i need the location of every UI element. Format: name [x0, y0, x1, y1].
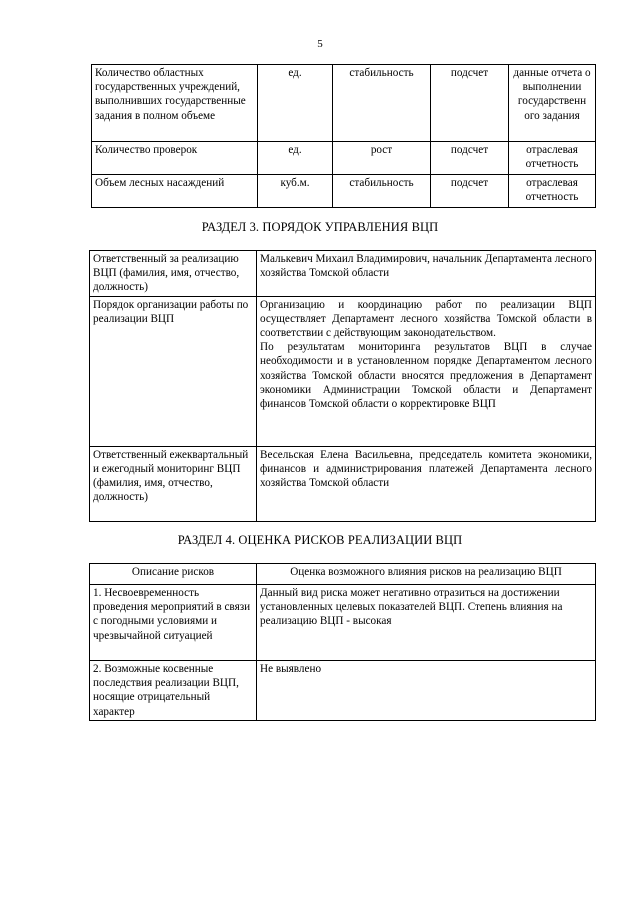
indicator-name-cell: Объем лесных насаждений	[92, 175, 258, 208]
table-header-row	[90, 564, 596, 585]
column-header: Описание рисков	[90, 564, 257, 585]
table-row	[90, 296, 596, 446]
row-value	[257, 446, 596, 521]
section-4-title: РАЗДЕЛ 4. ОЦЕНКА РИСКОВ РЕАЛИЗАЦИИ ВЦП	[177, 533, 463, 547]
table-row	[92, 65, 596, 142]
value-paragraph: Малькевич Михаил Владимирович, начальник Департамента лесного хозяйства Томской области	[260, 253, 592, 280]
table-row	[90, 661, 596, 721]
value-paragraph: По результатам мониторинга результатов ВЦП в случае необходимости и в установленном порядке Департаментом лесного хозяйства Томской области вносятся предложения в Департамент экономики Администрации Томской области и Департамент финансов Томской области о корректировке ВЦП	[260, 341, 592, 411]
unit-cell: ед.	[258, 142, 333, 175]
method-cell: подсчет	[431, 65, 509, 142]
method-cell: подсчет	[431, 175, 509, 208]
risks-table	[89, 563, 596, 721]
trend-cell: стабильность	[333, 65, 431, 142]
unit-cell: куб.м.	[258, 175, 333, 208]
value-paragraph: Организацию и координацию работ по реализации ВЦП осуществляет Департамент лесного хозяйства Томской области в соответствии с действующим законодательством.	[260, 298, 592, 340]
row-value	[257, 296, 596, 446]
risk-description: 2. Возможные косвенные последствия реализации ВЦП, носящие отрицательный характер	[90, 661, 257, 721]
source-cell: данные отчета о выполнении государственн ого задания	[509, 65, 596, 142]
table-row	[92, 175, 596, 208]
row-label: Ответственный за реализацию ВЦП (фамилия, имя, отчество, должность)	[90, 251, 257, 297]
table-row	[90, 446, 596, 521]
unit-cell: ед.	[258, 65, 333, 142]
source-cell: отраслевая отчетность	[509, 175, 596, 208]
source-cell: отраслевая отчетность	[509, 142, 596, 175]
risk-impact: Данный вид риска может негативно отразиться на достижении установленных целевых показателей ВЦП. Степень влияния на реализацию ВЦП - высокая	[257, 585, 596, 661]
trend-cell: стабильность	[333, 175, 431, 208]
method-cell: подсчет	[431, 142, 509, 175]
section-3-title: РАЗДЕЛ 3. ПОРЯДОК УПРАВЛЕНИЯ ВЦП	[201, 220, 439, 234]
risk-description: 1. Несвоевременность проведения мероприятий в связи с погодными условиями и чрезвычайной ситуацией	[90, 585, 257, 661]
value-paragraph: Весельская Елена Васильевна, председатель комитета экономики, финансов и администрирования платежей Департамента лесного хозяйства Томской области	[260, 448, 592, 490]
management-table	[89, 250, 596, 522]
column-header: Оценка возможного влияния рисков на реализацию ВЦП	[257, 564, 596, 585]
table-row	[90, 251, 596, 297]
trend-cell: рост	[333, 142, 431, 175]
row-label: Ответственный ежеквартальный и ежегодный мониторинг ВЦП (фамилия, имя, отчество, должность)	[90, 446, 257, 521]
indicator-name-cell: Количество областных государственных учреждений, выполнивших государственные задания в полном объеме	[92, 65, 258, 142]
risk-impact: Не выявлено	[257, 661, 596, 721]
row-label: Порядок организации работы по реализации ВЦП	[90, 296, 257, 446]
row-value	[257, 251, 596, 297]
indicators-table	[91, 64, 596, 208]
table-row	[92, 142, 596, 175]
page-number: 5	[317, 38, 323, 50]
indicator-name-cell: Количество проверок	[92, 142, 258, 175]
table-row	[90, 585, 596, 661]
